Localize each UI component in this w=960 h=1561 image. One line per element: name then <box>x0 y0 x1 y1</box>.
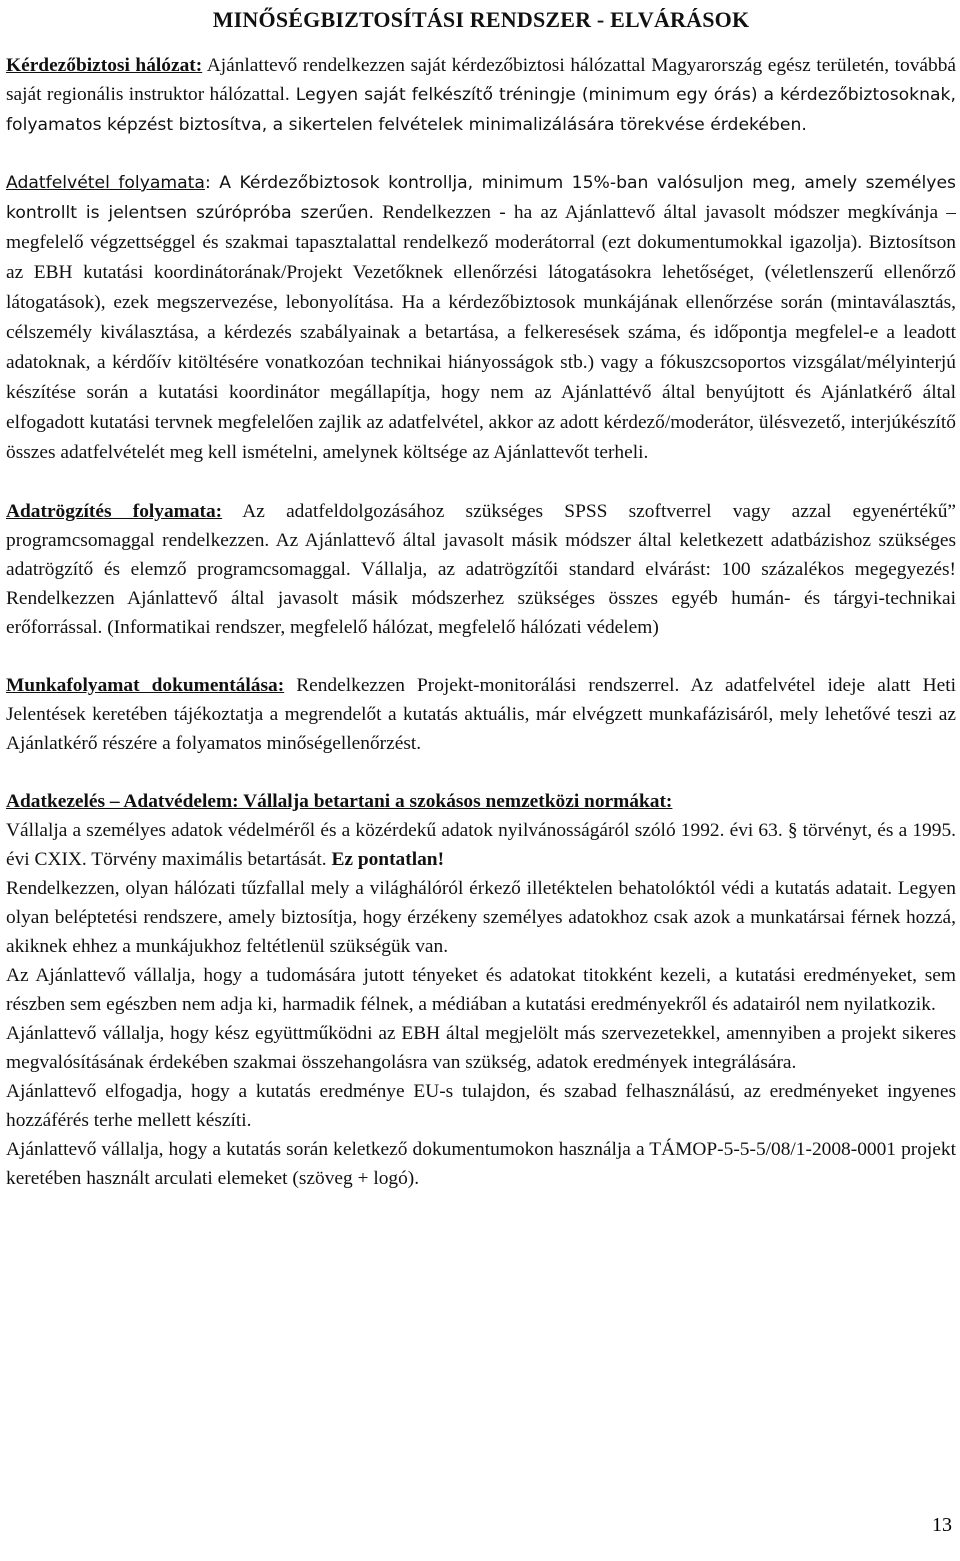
section-heading: Munkafolyamat dokumentálása: <box>6 675 285 696</box>
section-heading: Adatfelvétel folyamata <box>6 173 205 193</box>
body-text: Rendelkezzen Projekt-monitorálási rendszerrel. Az adatfelvétel ideje alatt Heti Jelentések keretében tájékoztatja a megrendelőt a kutatás aktuális, már elvégzett munkafázisáról, mely lehetővé teszi az Ajánlatkérő részére a folyamatos minőségellenőrzést. <box>6 675 956 754</box>
section-data-entry <box>6 497 956 642</box>
section-work-documentation <box>6 671 956 758</box>
section-heading: Adatrögzítés folyamata: <box>6 501 223 522</box>
body-text: Legyen saját felkészítő tréningje (minimum egy órás) a kérdezőbiztosoknak, folyamatos képzést biztosítva, a sikertelen felvételek minimalizálására törekvése érdekében. <box>6 85 956 135</box>
data-protection-paragraph: Ajánlattevő elfogadja, hogy a kutatás eredménye EU-s tulajdon, és szabad felhasználású, az eredményeket ingyenes hozzáférés terhe mellett készíti. <box>6 1081 956 1131</box>
data-protection-paragraph: Rendelkezzen, olyan hálózati tűzfallal mely a világhálóról érkező illetéktelen behatolóktól védi a kutatás adatait. Legyen olyan beléptetési rendszere, amely biztosítja, hogy érzékeny személyes adatokhoz csak azok a munkatársai férnek hozzá, akiknek ehhez a munkájukhoz feltétlenül szükségük van. <box>6 878 956 957</box>
emphasis-note: Ez pontatlan! <box>326 849 445 870</box>
section-interviewer-network <box>6 51 956 140</box>
section-heading: Kérdezőbiztosi hálózat: <box>6 55 203 76</box>
body-text: Az adatfeldolgozásához szükséges SPSS szoftverrel vagy azzal egyenértékű” programcsomaggal rendelkezzen. Az Ajánlattevő által javasolt másik módszer által keletkezett adatbázishoz szükséges adatrögzítő és elemző programcsomaggal. Vállalja, az adatrögzítői standard elvárást: 100 százalékos megegyezés! Rendelkezzen Ajánlattevő által javasolt másik módszerhez szükséges összes egyéb humán- és tárgyi-technikai erőforrással. (Informatikai rendszer, megfelelő hálózat, megfelelő hálózati védelem) <box>6 501 957 638</box>
data-protection-paragraph: Ajánlattevő vállalja, hogy kész együttműködni az EBH által megjelölt más szervezetekkel, amennyiben a projekt sikeres megvalósításának érdekében szakmai összehangolásra van szükség, adatok eredmények integrálására. <box>6 1023 956 1073</box>
section-data-protection-heading <box>6 787 956 816</box>
body-text: Ajánlattevő rendelkezzen saját kérdezőbiztosi hálózattal Magyarország egész területén, továbbá saját regionális instruktor hálózattal. <box>6 55 956 105</box>
page-title: MINŐSÉGBIZTOSÍTÁSI RENDSZER - ELVÁRÁSOK <box>212 7 750 32</box>
body-text: Rendelkezzen - ha az Ajánlattevő által javasolt módszer megkívánja – megfelelő végzettséggel és szakmai tapasztalattal rendelkező moderátorral (ezt dokumentumokkal igazolja). Biztosítson az EBH kutatási koordinátorának/Projekt Vezetőknek ellenőrzési látogatásokra lehetőséget, (véletlenszerű ellenőrző látogatások), ezek megszervezése, lebonyolítása. <box>6 202 957 313</box>
body-text: Vállalja a személyes adatok védelméről és a közérdekű adatok nyilvánosságáról szóló 1992. évi 63. § törvényt, és a 1995. évi CXIX. Törvény maximális betartását. <box>6 820 956 870</box>
data-protection-paragraph: Az Ajánlattevő vállalja, hogy a tudomására jutott tényeket és adatokat titokként kezeli, a kutatási eredményeket, sem részben sem egészben nem adja ki, harmadik félnek, a médiában a kutatási eredményekről és adatairól nem nyilatkozik. <box>6 965 956 1015</box>
section-heading: Adatkezelés – Adatvédelem: Vállalja betartani a szokásos nemzetközi normákat: <box>6 791 673 812</box>
page-number: 13 <box>932 1514 952 1536</box>
data-protection-paragraph: Ajánlattevő vállalja, hogy a kutatás során keletkező dokumentumokon használja a TÁMOP-5-5-5/08/1-2008-0001 projekt keretében használt arculati elemeket (szöveg + logó). <box>6 1139 956 1189</box>
document-page <box>6 0 956 1193</box>
section-data-collection <box>6 169 956 468</box>
body-text: : A Kérdezőbiztosok kontrollja, minimum 15%-ban valósuljon meg, amely személyes kontrollt is jelentsen szúrópróba szerűen. <box>6 173 956 223</box>
data-protection-paragraph <box>6 816 956 874</box>
body-text: Ha a kérdezőbiztosok munkájának ellenőrzése során (mintaválasztás, célszemély kiválasztása, a kérdezés szabályainak a betartása, a felkeresések száma, és időpontja megfelel-e a leadott adatoknak, a kérdőív kitöltésére vonatkozóan technikai hiányosságok stb.) vagy a fókuszcsoportos vizsgálat/mélyinterjú készítése során a kutatási koordinátor megállapítja, hogy nem az Ajánlattévő által benyújtott és Ajánlatkérő által elfogadott kutatási tervnek megfelelően zajlik az adatfelvétel, akkor az adott kérdező/moderátor, ülésvezető, interjúkészítő összes adatfelvételét meg kell ismételni, amelynek költsége az Ajánlattevőt terheli. <box>6 292 956 463</box>
